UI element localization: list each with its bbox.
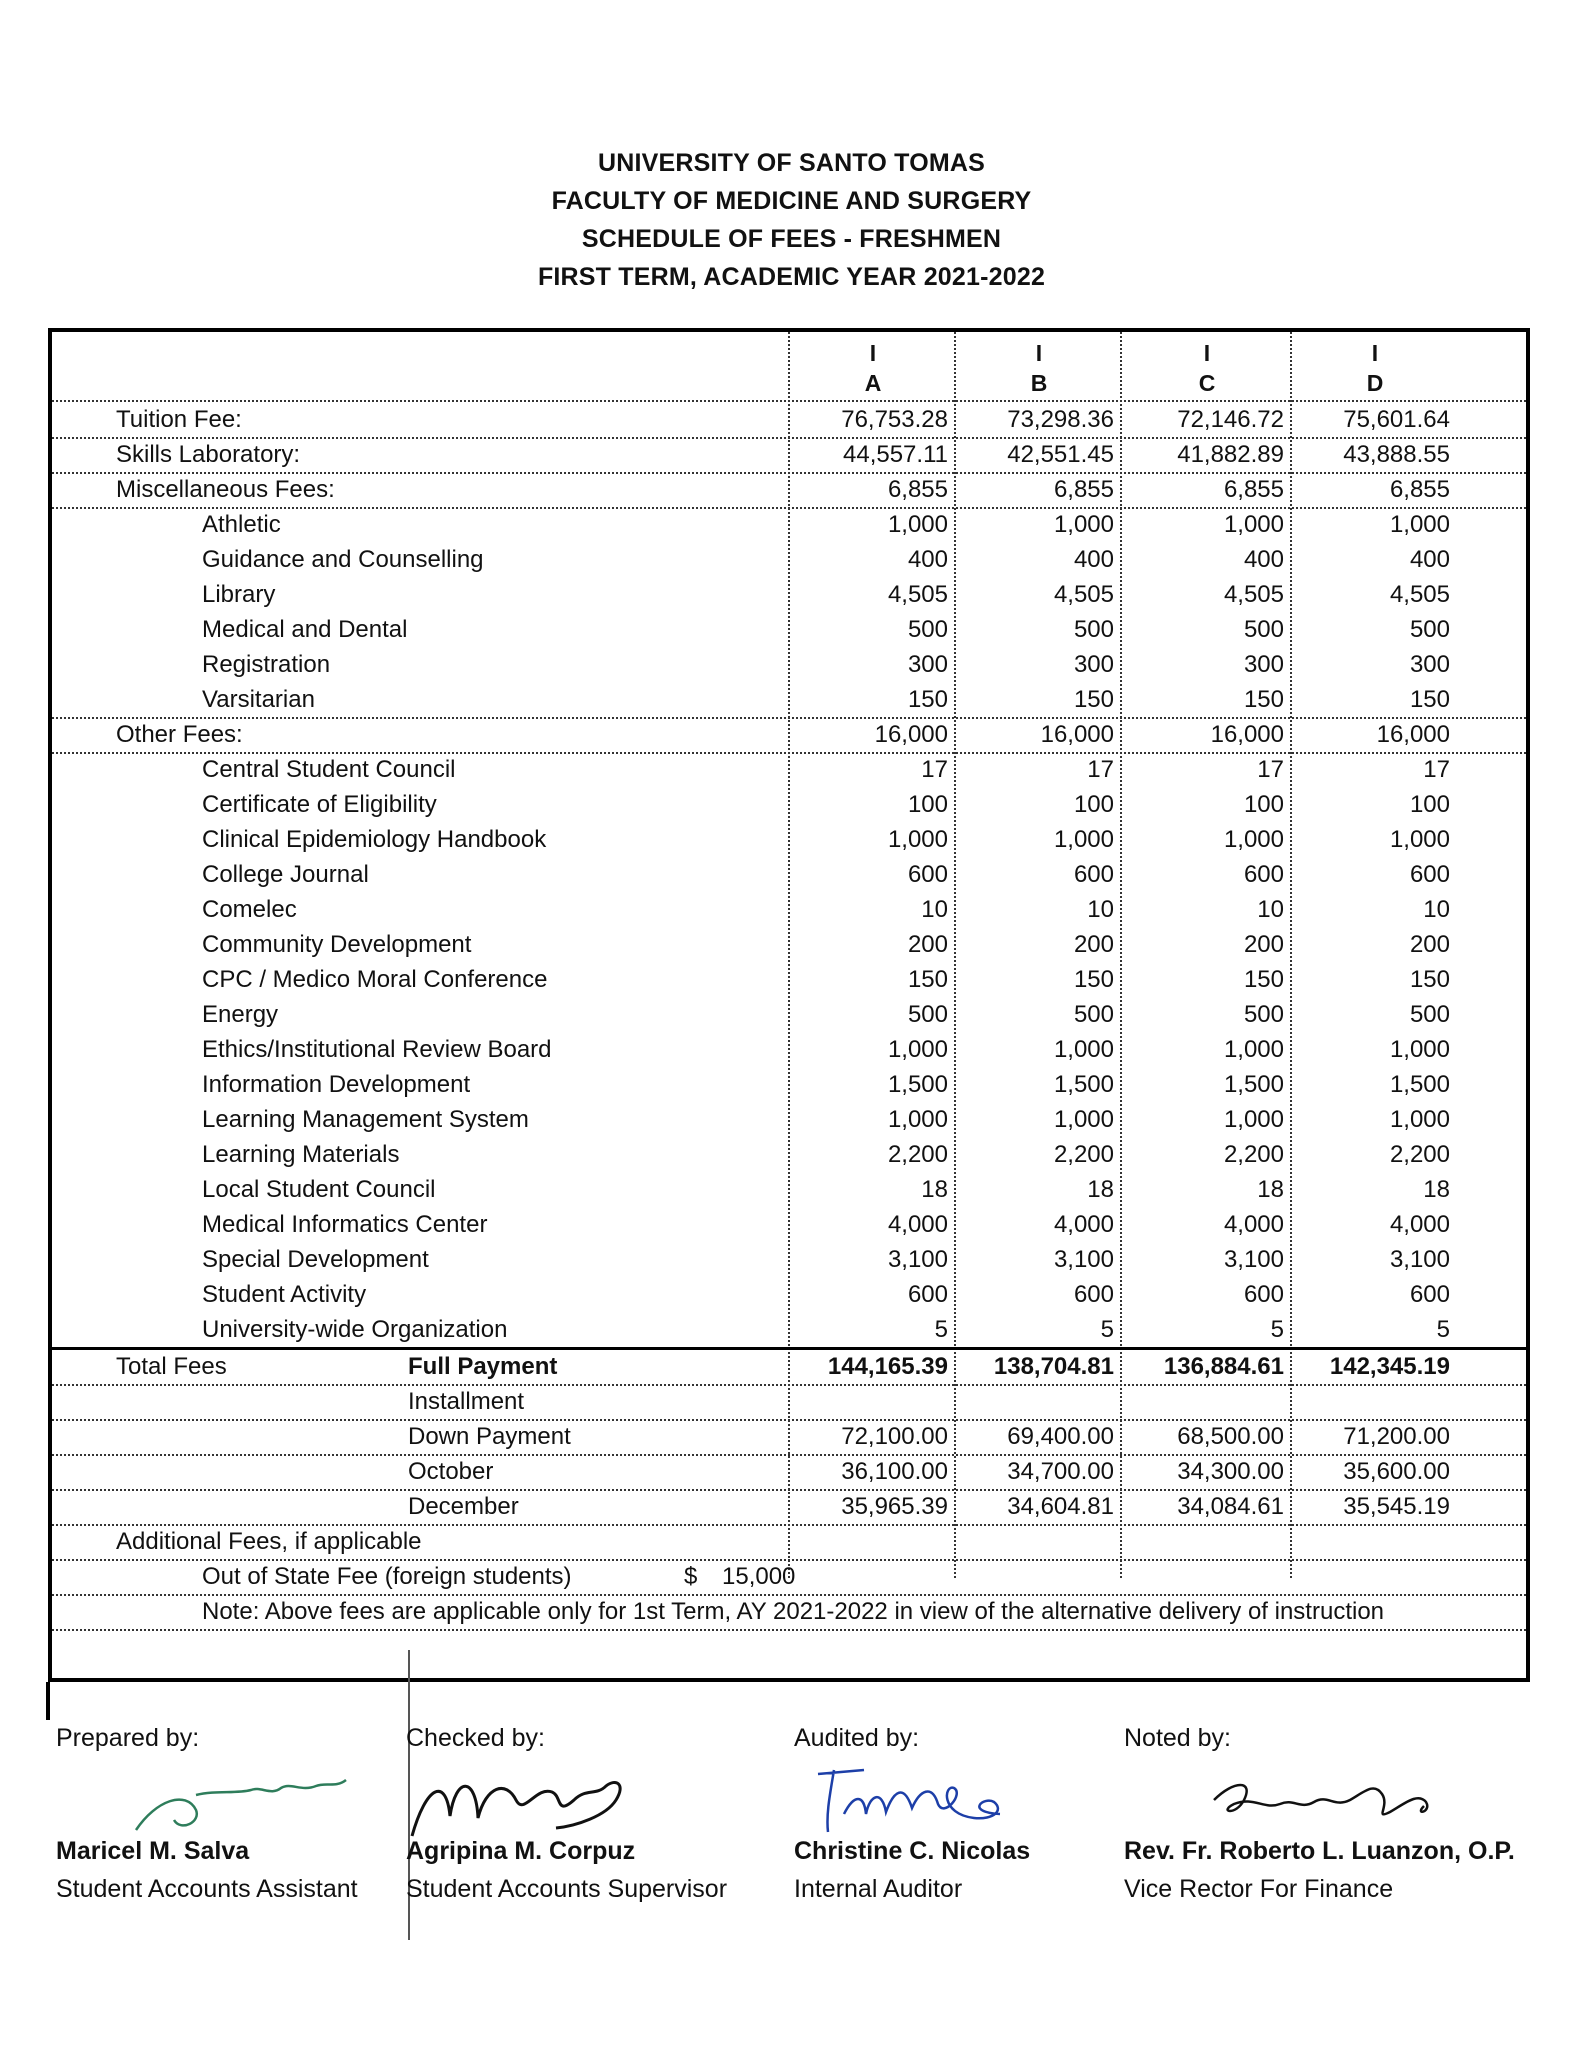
- table-row: [52, 997, 1526, 1032]
- table-row: [52, 1454, 1526, 1491]
- cell-b: 200: [1073, 931, 1114, 958]
- cell-b: 600: [1073, 861, 1114, 888]
- cell-c: 600: [1243, 1281, 1284, 1308]
- table-row: [52, 1172, 1526, 1207]
- cell-d: 1,000: [1389, 1106, 1450, 1133]
- table-row: [52, 1067, 1526, 1102]
- cell-d: 100: [1409, 791, 1450, 818]
- table-border-extension: [46, 1682, 50, 1720]
- cell-b: 500: [1073, 616, 1114, 643]
- table-row: [52, 822, 1526, 857]
- cell-a: 5: [934, 1316, 948, 1343]
- table-row: [52, 682, 1526, 719]
- row-label: December: [408, 1493, 519, 1520]
- cell-d: 150: [1409, 966, 1450, 993]
- row-label: Comelec: [202, 896, 297, 923]
- cell-d: 6,855: [1389, 476, 1450, 503]
- cell-a: 4,505: [887, 581, 948, 608]
- cell-c: 500: [1243, 1001, 1284, 1028]
- cell-c: 1,000: [1223, 511, 1284, 538]
- cell-d: 17: [1423, 756, 1450, 783]
- table-row: [52, 752, 1526, 787]
- table-row: [52, 1489, 1526, 1526]
- cell-a: 76,753.28: [841, 406, 948, 433]
- cell-d: 1,000: [1389, 826, 1450, 853]
- cell-a: 150: [907, 966, 948, 993]
- column-year-a: I: [869, 340, 877, 366]
- cell-b: 138,704.81: [993, 1353, 1114, 1380]
- table-row: [52, 1207, 1526, 1242]
- cell-b: 500: [1073, 1001, 1114, 1028]
- table-row: [52, 507, 1526, 542]
- cell-b: 18: [1087, 1176, 1114, 1203]
- row-label: Special Development: [202, 1246, 429, 1273]
- signatory-checked: [406, 1720, 728, 1903]
- table-row: [52, 962, 1526, 997]
- cell-b: 150: [1073, 966, 1114, 993]
- cell-c: 400: [1243, 546, 1284, 573]
- signatory-name: Rev. Fr. Roberto L. Luanzon, O.P.: [1124, 1837, 1515, 1865]
- title-university: UNIVERSITY OF SANTO TOMAS: [598, 149, 985, 177]
- signatory-name: Christine C. Nicolas: [794, 1837, 1031, 1865]
- cell-d: 600: [1409, 1281, 1450, 1308]
- title-schedule: SCHEDULE OF FEES - FRESHMEN: [581, 225, 1002, 253]
- column-section-a: A: [864, 370, 882, 396]
- column-section-d: D: [1366, 370, 1384, 396]
- cell-c: 2,200: [1223, 1141, 1284, 1168]
- table-row: [52, 612, 1526, 647]
- cell-a: 1,000: [887, 1106, 948, 1133]
- cell-b: 34,700.00: [1007, 1458, 1114, 1485]
- cell-a: 400: [907, 546, 948, 573]
- column-year-b: I: [1035, 340, 1043, 366]
- row-label: Tuition Fee:: [116, 406, 242, 433]
- table-row: [52, 577, 1526, 612]
- signature-luanzon: [1204, 1760, 1444, 1840]
- row-label: Community Development: [202, 931, 472, 958]
- cell-b: 4,505: [1053, 581, 1114, 608]
- row-label: October: [408, 1458, 494, 1485]
- signatory-name: Maricel M. Salva: [56, 1837, 250, 1865]
- table-row: [52, 927, 1526, 962]
- cell-a: 1,000: [887, 511, 948, 538]
- cell-b: 69,400.00: [1007, 1423, 1114, 1450]
- table-row: [52, 717, 1526, 754]
- table-row: [52, 402, 1526, 439]
- title-term: FIRST TERM, ACADEMIC YEAR 2021-2022: [537, 263, 1046, 291]
- signatory-role: Checked by:: [406, 1724, 545, 1752]
- cell-b: 100: [1073, 791, 1114, 818]
- cell-b: 6,855: [1053, 476, 1114, 503]
- row-label: Athletic: [202, 511, 281, 538]
- row-label: Registration: [202, 651, 331, 678]
- cell-d: 600: [1409, 861, 1450, 888]
- cell-b: 400: [1073, 546, 1114, 573]
- table-row: [52, 437, 1526, 474]
- cell-a: 3,100: [887, 1246, 948, 1273]
- row-label: College Journal: [202, 861, 369, 888]
- cell-c: 1,000: [1223, 1106, 1284, 1133]
- cell-c: 3,100: [1223, 1246, 1284, 1273]
- cell-b: 1,000: [1053, 1106, 1114, 1133]
- cell-a: 144,165.39: [827, 1353, 948, 1380]
- table-row: [52, 1277, 1526, 1312]
- out-of-state-row: [52, 1559, 1526, 1596]
- cell-d: 5: [1436, 1316, 1450, 1343]
- cell-b: 42,551.45: [1007, 441, 1114, 468]
- row-label: Skills Laboratory:: [116, 441, 301, 468]
- column-section-c: C: [1198, 370, 1216, 396]
- cell-b: 16,000: [1040, 721, 1114, 748]
- cell-c: 1,000: [1223, 826, 1284, 853]
- cell-a: 500: [907, 1001, 948, 1028]
- cell-c: 68,500.00: [1177, 1423, 1284, 1450]
- cell-c: 100: [1243, 791, 1284, 818]
- cell-d: 1,000: [1389, 511, 1450, 538]
- row-label: Varsitarian: [202, 686, 315, 713]
- cell-a: 35,965.39: [841, 1493, 948, 1520]
- cell-b: 4,000: [1053, 1211, 1114, 1238]
- cell-c: 6,855: [1223, 476, 1284, 503]
- row-label: Energy: [202, 1001, 279, 1028]
- cell-b: 1,000: [1053, 1036, 1114, 1063]
- cell-d: 35,600.00: [1343, 1458, 1450, 1485]
- signatory-noted: [1124, 1720, 1515, 1903]
- row-label: Central Student Council: [202, 756, 456, 783]
- cell-c: 500: [1243, 616, 1284, 643]
- cell-d: 500: [1409, 616, 1450, 643]
- note-text: Note: Above fees are applicable only for 1st Term, AY 2021-2022 in view of the alternative delivery of instruction: [202, 1598, 1385, 1625]
- table-row: [52, 542, 1526, 577]
- row-label: Library: [202, 581, 276, 608]
- cell-d: 75,601.64: [1343, 406, 1450, 433]
- cell-d: 1,500: [1389, 1071, 1450, 1098]
- signatory-role: Audited by:: [794, 1724, 920, 1752]
- signatory-role: Noted by:: [1124, 1724, 1232, 1752]
- table-row: [52, 857, 1526, 892]
- cell-a: 18: [921, 1176, 948, 1203]
- cell-d: 71,200.00: [1343, 1423, 1450, 1450]
- cell-c: 300: [1243, 651, 1284, 678]
- row-label: Student Activity: [202, 1281, 367, 1308]
- cell-b: 150: [1073, 686, 1114, 713]
- cell-a: 1,000: [887, 1036, 948, 1063]
- cell-d: 43,888.55: [1343, 441, 1450, 468]
- row-label: Certificate of Eligibility: [202, 791, 437, 818]
- row-label: Medical Informatics Center: [202, 1211, 488, 1238]
- cell-a: 17: [921, 756, 948, 783]
- cell-b: 10: [1087, 896, 1114, 923]
- cell-a: 1,000: [887, 826, 948, 853]
- cell-b: 300: [1073, 651, 1114, 678]
- cell-a: 2,200: [887, 1141, 948, 1168]
- cell-b: 5: [1100, 1316, 1114, 1343]
- cell-a: 44,557.11: [843, 441, 948, 468]
- cell-c: 17: [1257, 756, 1284, 783]
- table-row: [52, 1419, 1526, 1456]
- total-fees-row: [52, 1349, 1526, 1386]
- cell-c: 5: [1270, 1316, 1284, 1343]
- cell-c: 150: [1243, 686, 1284, 713]
- cell-b: 1,000: [1053, 826, 1114, 853]
- cell-c: 200: [1243, 931, 1284, 958]
- row-label: CPC / Medico Moral Conference: [202, 966, 548, 993]
- cell-a: 1,500: [887, 1071, 948, 1098]
- cell-c: 41,882.89: [1177, 441, 1284, 468]
- cell-d: 35,545.19: [1343, 1493, 1450, 1520]
- cell-a: 10: [921, 896, 948, 923]
- cell-d: 10: [1423, 896, 1450, 923]
- cell-a: 600: [907, 861, 948, 888]
- row-label: Information Development: [202, 1071, 471, 1098]
- row-label: Guidance and Counselling: [202, 546, 484, 573]
- table-row: [52, 1384, 1526, 1421]
- cell-a: 600: [907, 1281, 948, 1308]
- row-label: Additional Fees, if applicable: [116, 1528, 422, 1555]
- cell-d: 18: [1423, 1176, 1450, 1203]
- column-year-d: I: [1371, 340, 1379, 366]
- table-row: [52, 1242, 1526, 1277]
- row-label: Learning Materials: [202, 1141, 400, 1168]
- cell-c: 72,146.72: [1177, 406, 1284, 433]
- table-row: [52, 472, 1526, 509]
- cell-a: 36,100.00: [841, 1458, 948, 1485]
- cell-d: 150: [1409, 686, 1450, 713]
- title-faculty: FACULTY OF MEDICINE AND SURGERY: [551, 187, 1032, 215]
- table-row: [52, 787, 1526, 822]
- column-year-c: I: [1203, 340, 1211, 366]
- column-section-b: B: [1030, 370, 1048, 396]
- signature-salva: [126, 1760, 356, 1840]
- cell-c: 150: [1243, 966, 1284, 993]
- cell-d: 300: [1409, 651, 1450, 678]
- cell-c: 4,000: [1223, 1211, 1284, 1238]
- cell-c: 136,884.61: [1163, 1353, 1284, 1380]
- signatory-position: Student Accounts Supervisor: [406, 1875, 728, 1903]
- cell-d: 500: [1409, 1001, 1450, 1028]
- signatory-name: Agripina M. Corpuz: [406, 1837, 636, 1865]
- cell-a: 100: [907, 791, 948, 818]
- row-label: University-wide Organization: [202, 1316, 508, 1343]
- table-row: [52, 1032, 1526, 1067]
- signatory-position: Internal Auditor: [794, 1875, 963, 1903]
- cell-c: 16,000: [1210, 721, 1284, 748]
- row-label: Medical and Dental: [202, 616, 408, 643]
- row-label: Learning Management System: [202, 1106, 529, 1133]
- row-label: Other Fees:: [116, 721, 243, 748]
- signatory-prepared: [56, 1720, 358, 1903]
- cell-a: 150: [907, 686, 948, 713]
- signatory-role: Prepared by:: [56, 1724, 200, 1752]
- cell-a: 16,000: [874, 721, 948, 748]
- row-label: Clinical Epidemiology Handbook: [202, 826, 547, 853]
- note-row: [52, 1594, 1526, 1631]
- cell-a: 200: [907, 931, 948, 958]
- signatory-position: Vice Rector For Finance: [1124, 1875, 1394, 1903]
- cell-c: 1,000: [1223, 1036, 1284, 1063]
- cell-b: 3,100: [1053, 1246, 1114, 1273]
- table-row: [52, 1312, 1526, 1350]
- table-row: [52, 1524, 1526, 1561]
- cell-b: 73,298.36: [1007, 406, 1114, 433]
- cell-a: 500: [907, 616, 948, 643]
- signature-nicolas: [804, 1754, 1024, 1844]
- cell-c: 34,300.00: [1177, 1458, 1284, 1485]
- table-row: [52, 1137, 1526, 1172]
- cell-a: 72,100.00: [841, 1423, 948, 1450]
- out-of-state-amount: 15,000: [722, 1563, 796, 1590]
- table-row: [52, 1102, 1526, 1137]
- cell-d: 142,345.19: [1329, 1353, 1450, 1380]
- cell-b: 17: [1087, 756, 1114, 783]
- table-row: [52, 647, 1526, 682]
- cell-b: 1,500: [1053, 1071, 1114, 1098]
- out-of-state-label: Out of State Fee (foreign students): [202, 1563, 572, 1590]
- cell-c: 34,084.61: [1177, 1493, 1284, 1520]
- cell-c: 1,500: [1223, 1071, 1284, 1098]
- cell-c: 18: [1257, 1176, 1284, 1203]
- signatory-position: Student Accounts Assistant: [56, 1875, 358, 1903]
- cell-d: 4,505: [1389, 581, 1450, 608]
- row-label: Installment: [408, 1388, 525, 1415]
- cell-d: 200: [1409, 931, 1450, 958]
- full-payment-label: Full Payment: [408, 1353, 558, 1380]
- cell-d: 16,000: [1376, 721, 1450, 748]
- cell-c: 4,505: [1223, 581, 1284, 608]
- cell-b: 2,200: [1053, 1141, 1114, 1168]
- cell-d: 4,000: [1389, 1211, 1450, 1238]
- cell-a: 4,000: [887, 1211, 948, 1238]
- row-label: Miscellaneous Fees:: [116, 476, 335, 503]
- cell-b: 34,604.81: [1007, 1493, 1114, 1520]
- document-title: [0, 144, 1583, 296]
- cell-b: 1,000: [1053, 511, 1114, 538]
- row-label: Local Student Council: [202, 1176, 436, 1203]
- cell-d: 1,000: [1389, 1036, 1450, 1063]
- cell-d: 2,200: [1389, 1141, 1450, 1168]
- table-row: [52, 892, 1526, 927]
- row-label: Down Payment: [408, 1423, 571, 1450]
- fee-table: [48, 328, 1530, 1682]
- cell-d: 400: [1409, 546, 1450, 573]
- cell-c: 600: [1243, 861, 1284, 888]
- cell-c: 10: [1257, 896, 1284, 923]
- row-label: Ethics/Institutional Review Board: [202, 1036, 552, 1063]
- cell-a: 300: [907, 651, 948, 678]
- currency-symbol: $: [684, 1563, 698, 1590]
- row-label: Total Fees: [116, 1353, 227, 1380]
- signatory-audited: [794, 1720, 1031, 1903]
- cell-a: 6,855: [887, 476, 948, 503]
- cell-d: 3,100: [1389, 1246, 1450, 1273]
- cell-b: 600: [1073, 1281, 1114, 1308]
